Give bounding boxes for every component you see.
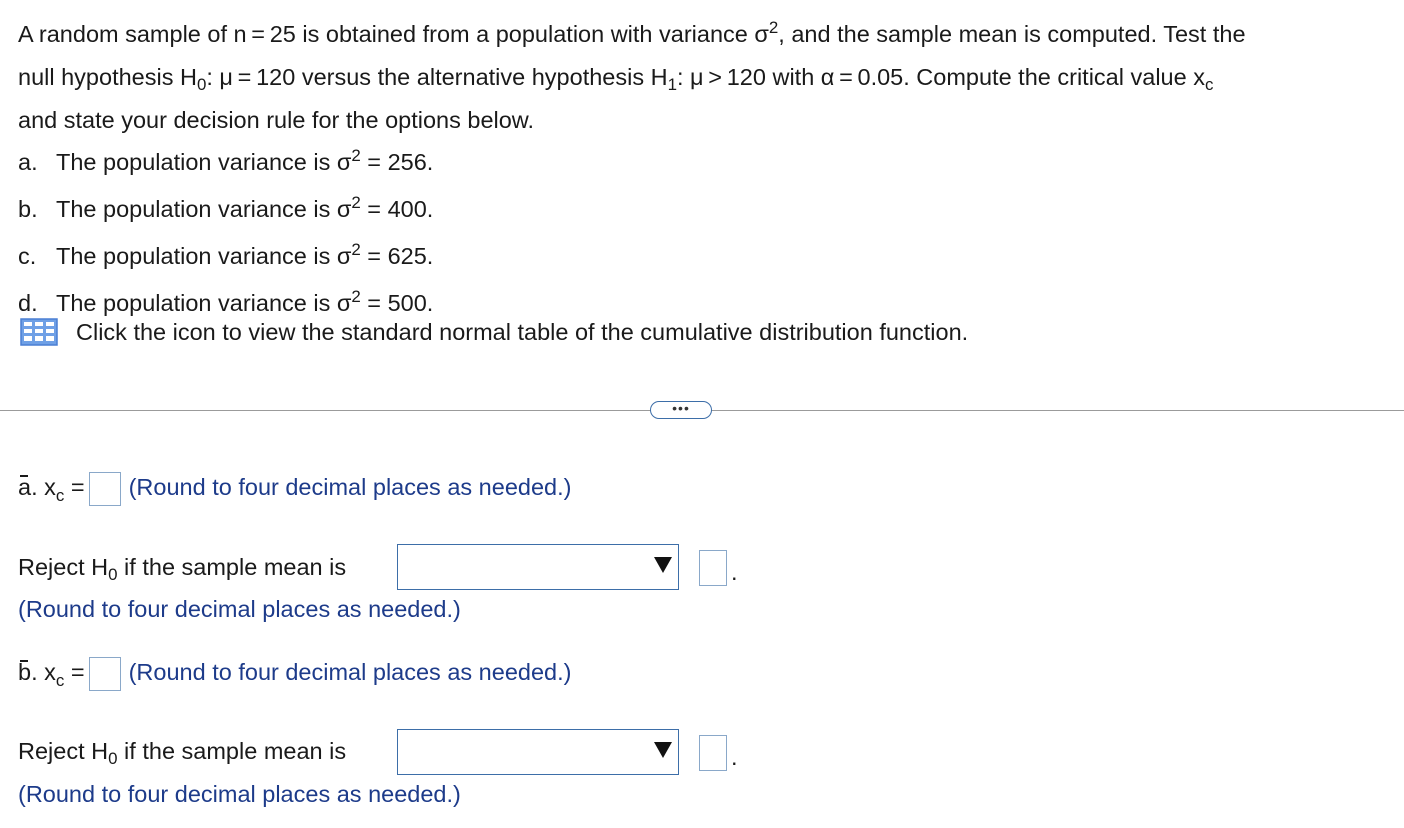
answer-a-reject-hint: (Round to four decimal places as needed.) xyxy=(18,596,461,622)
question-line-2: null hypothesis $H_0$: μ = 120 versus the alternative hypothesis $H_1$: μ > 120 with α = 0.05. Compute the critical value $x_c$ xyxy=(18,64,1214,95)
answer-a-comparison-select[interactable] xyxy=(397,544,679,590)
answer-a-reject-row: Reject $H_0$ if the sample mean is xyxy=(18,554,347,585)
option-exponent: 2 xyxy=(351,286,361,306)
answer-b-reject-row: Reject $H_0$ if the sample mean is xyxy=(18,738,347,769)
option-value: = 500. xyxy=(360,290,434,316)
option-letter: a. xyxy=(18,149,38,175)
answer-a-row: a. $x_c$ = (Round to four decimal places as needed.) xyxy=(18,472,571,506)
option-exponent: 2 xyxy=(351,145,361,165)
answer-b-hint: (Round to four decimal places as needed.) xyxy=(128,659,572,686)
question-line-3: and state your decision rule for the options below. xyxy=(18,107,535,133)
option-letter: c. xyxy=(18,243,37,269)
option-item xyxy=(18,187,1393,234)
answer-b-critical-value-input[interactable] xyxy=(89,657,121,691)
answer-b-reject-hint: (Round to four decimal places as needed.) xyxy=(18,781,461,807)
option-text: The population variance is σ xyxy=(56,196,352,222)
normal-table-link-text[interactable]: Click the icon to view the standard normal table of the cumulative distribution function. xyxy=(76,319,969,345)
option-exponent: 2 xyxy=(351,239,361,259)
option-list xyxy=(18,140,1393,328)
answer-b-threshold-input[interactable] xyxy=(699,735,727,771)
answer-b-label: b. x xyxy=(18,659,56,686)
answer-b-period: . xyxy=(731,744,738,770)
normal-table-link[interactable] xyxy=(20,316,968,348)
option-value: = 625. xyxy=(360,243,434,269)
answer-a-label: a. x xyxy=(18,474,56,501)
option-value: = 256. xyxy=(360,149,434,175)
table-grid-icon[interactable] xyxy=(20,318,58,346)
option-text: The population variance is σ xyxy=(56,149,352,175)
option-letter: b. xyxy=(18,196,38,222)
option-item xyxy=(18,234,1393,281)
option-text: The population variance is σ xyxy=(56,290,352,316)
option-value: = 400. xyxy=(360,196,434,222)
answer-a-threshold-input[interactable] xyxy=(699,550,727,586)
option-item xyxy=(18,140,1393,187)
dropdown-arrow-icon[interactable] xyxy=(654,742,672,758)
option-letter: d. xyxy=(18,290,38,316)
dropdown-arrow-icon[interactable] xyxy=(654,557,672,573)
answer-b-comparison-select[interactable] xyxy=(397,729,679,775)
expand-more-button[interactable]: ••• xyxy=(650,401,712,419)
question-line-1: A random sample of n = 25 is obtained from a population with variance $\sigma^2$, and the sample mean is computed. Test the xyxy=(18,17,1246,47)
answer-a-critical-value-input[interactable] xyxy=(89,472,121,506)
answer-a-period: . xyxy=(731,559,738,585)
option-exponent: 2 xyxy=(351,192,361,212)
question-text xyxy=(18,14,1393,328)
option-text: The population variance is σ xyxy=(56,243,352,269)
answer-a-hint: (Round to four decimal places as needed.) xyxy=(128,474,572,501)
answer-b-row: b. $x_c$ = (Round to four decimal places as needed.) xyxy=(18,657,571,691)
